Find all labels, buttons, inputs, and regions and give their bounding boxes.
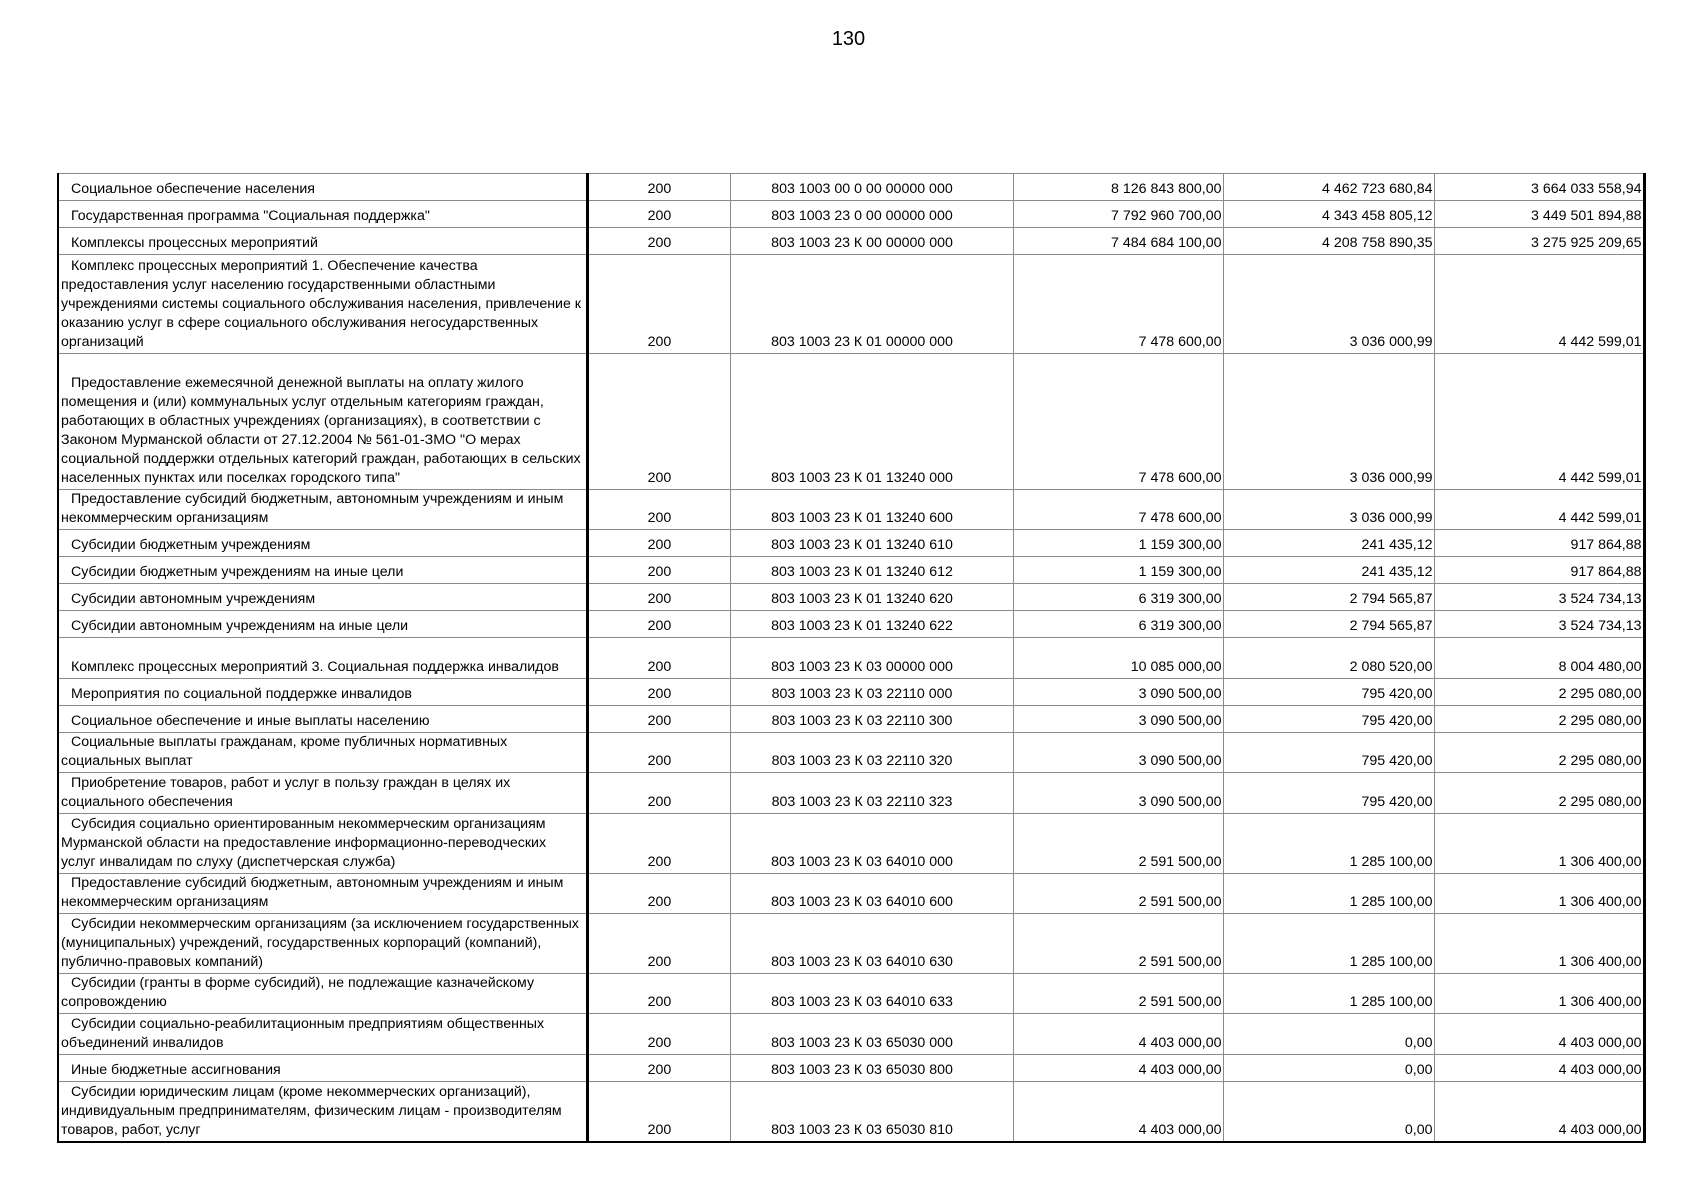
- row-name: [58, 874, 587, 914]
- row-line-code: 200: [587, 874, 730, 914]
- row-line-code: 200: [587, 914, 730, 974]
- row-executed-amount: 1 285 100,00: [1223, 974, 1434, 1014]
- row-line-code: 200: [587, 228, 730, 255]
- row-name: [58, 974, 587, 1014]
- row-approved-amount: 7 792 960 700,00: [1013, 201, 1223, 228]
- table-row: [58, 354, 1644, 490]
- row-unexecuted-amount: 1 306 400,00: [1434, 914, 1644, 974]
- row-name-text: Предоставление субсидий бюджетным, автономным учреждениям и иным некоммерческим организациям: [61, 875, 564, 910]
- row-budget-classification: 803 1003 23 К 03 65030 000: [730, 1014, 1013, 1055]
- row-approved-amount: 6 319 300,00: [1013, 584, 1223, 611]
- row-unexecuted-amount: 3 524 734,13: [1434, 584, 1644, 611]
- row-approved-amount: 10 085 000,00: [1013, 638, 1223, 679]
- table-row: [58, 679, 1644, 706]
- table-row: [58, 1014, 1644, 1055]
- budget-execution-table: [57, 173, 1646, 1143]
- row-line-code: 200: [587, 174, 730, 201]
- row-approved-amount: 3 090 500,00: [1013, 733, 1223, 773]
- row-name-text: Субсидии автономным учреждениям: [71, 591, 316, 607]
- page-number: 130: [831, 28, 866, 50]
- row-name: [58, 773, 587, 814]
- row-name-text: Субсидия социально ориентированным некоммерческим организациям Мурманской области на предоставление информационно-переводческих услуг инвалидам по слуху (диспетчерская служба): [61, 816, 547, 870]
- table-body: [58, 174, 1644, 1142]
- table-row: [58, 490, 1644, 530]
- row-approved-amount: 1 159 300,00: [1013, 557, 1223, 584]
- row-budget-classification: 803 1003 23 К 03 64010 630: [730, 914, 1013, 974]
- table-row: [58, 706, 1644, 733]
- table-row: [58, 814, 1644, 874]
- row-name-text: Приобретение товаров, работ и услуг в пользу граждан в целях их социального обеспечения: [61, 775, 511, 810]
- row-budget-classification: 803 1003 23 К 03 22110 323: [730, 773, 1013, 814]
- row-name-text: Социальные выплаты гражданам, кроме публичных нормативных социальных выплат: [61, 734, 508, 769]
- row-approved-amount: 1 159 300,00: [1013, 530, 1223, 557]
- row-approved-amount: 7 478 600,00: [1013, 354, 1223, 490]
- row-executed-amount: 1 285 100,00: [1223, 874, 1434, 914]
- row-executed-amount: 795 420,00: [1223, 773, 1434, 814]
- row-name: [58, 228, 587, 255]
- row-name: [58, 1055, 587, 1082]
- row-line-code: 200: [587, 530, 730, 557]
- row-unexecuted-amount: 4 442 599,01: [1434, 255, 1644, 354]
- row-executed-amount: 2 794 565,87: [1223, 611, 1434, 638]
- row-budget-classification: 803 1003 23 К 01 13240 000: [730, 354, 1013, 490]
- table-row: [58, 733, 1644, 773]
- row-name-text: Иные бюджетные ассигнования: [71, 1062, 281, 1078]
- row-line-code: 200: [587, 1014, 730, 1055]
- row-approved-amount: 3 090 500,00: [1013, 773, 1223, 814]
- row-unexecuted-amount: 2 295 080,00: [1434, 773, 1644, 814]
- row-name: [58, 733, 587, 773]
- row-approved-amount: 2 591 500,00: [1013, 814, 1223, 874]
- row-name: [58, 255, 587, 354]
- row-unexecuted-amount: 3 524 734,13: [1434, 611, 1644, 638]
- row-line-code: 200: [587, 1055, 730, 1082]
- row-name-text: Государственная программа "Социальная поддержка": [71, 208, 430, 224]
- table-row: [58, 914, 1644, 974]
- row-unexecuted-amount: 4 442 599,01: [1434, 490, 1644, 530]
- row-name-text: Социальное обеспечение населения: [71, 181, 315, 197]
- table-row: [58, 255, 1644, 354]
- row-budget-classification: 803 1003 23 К 01 13240 610: [730, 530, 1013, 557]
- row-approved-amount: 8 126 843 800,00: [1013, 174, 1223, 201]
- row-name-text: Субсидии (гранты в форме субсидий), не подлежащие казначейскому сопровождению: [61, 975, 535, 1010]
- row-name-text: Комплексы процессных мероприятий: [71, 235, 318, 251]
- row-executed-amount: 795 420,00: [1223, 733, 1434, 773]
- row-approved-amount: 7 478 600,00: [1013, 490, 1223, 530]
- row-executed-amount: 241 435,12: [1223, 530, 1434, 557]
- row-executed-amount: 3 036 000,99: [1223, 255, 1434, 354]
- row-budget-classification: 803 1003 23 К 03 22110 000: [730, 679, 1013, 706]
- row-unexecuted-amount: 3 275 925 209,65: [1434, 228, 1644, 255]
- table-row: [58, 874, 1644, 914]
- row-approved-amount: 4 403 000,00: [1013, 1082, 1223, 1142]
- row-name: [58, 1082, 587, 1142]
- row-approved-amount: 7 478 600,00: [1013, 255, 1223, 354]
- row-approved-amount: 2 591 500,00: [1013, 974, 1223, 1014]
- row-name-text: Комплекс процессных мероприятий 3. Социальная поддержка инвалидов: [71, 659, 559, 675]
- row-unexecuted-amount: 2 295 080,00: [1434, 733, 1644, 773]
- row-budget-classification: 803 1003 23 К 03 65030 810: [730, 1082, 1013, 1142]
- row-name: [58, 1014, 587, 1055]
- row-executed-amount: 3 036 000,99: [1223, 490, 1434, 530]
- row-line-code: 200: [587, 611, 730, 638]
- row-line-code: 200: [587, 974, 730, 1014]
- table-row: [58, 974, 1644, 1014]
- row-name: [58, 914, 587, 974]
- row-budget-classification: 803 1003 23 К 01 13240 612: [730, 557, 1013, 584]
- table-row: [58, 1082, 1644, 1142]
- row-line-code: 200: [587, 557, 730, 584]
- row-unexecuted-amount: 3 449 501 894,88: [1434, 201, 1644, 228]
- row-executed-amount: 2 794 565,87: [1223, 584, 1434, 611]
- row-name: [58, 706, 587, 733]
- row-budget-classification: 803 1003 23 К 03 22110 320: [730, 733, 1013, 773]
- table-row: [58, 530, 1644, 557]
- row-unexecuted-amount: 4 442 599,01: [1434, 354, 1644, 490]
- table-row: [58, 174, 1644, 201]
- row-approved-amount: 2 591 500,00: [1013, 914, 1223, 974]
- row-budget-classification: 803 1003 23 К 01 13240 620: [730, 584, 1013, 611]
- row-budget-classification: 803 1003 23 К 03 64010 633: [730, 974, 1013, 1014]
- table-row: [58, 228, 1644, 255]
- row-name-text: Субсидии социально-реабилитационным предприятиям общественных объединений инвалидов: [61, 1016, 545, 1051]
- row-line-code: 200: [587, 1082, 730, 1142]
- row-line-code: 200: [587, 255, 730, 354]
- row-unexecuted-amount: 4 403 000,00: [1434, 1014, 1644, 1055]
- table-row: [58, 638, 1644, 679]
- row-executed-amount: 795 420,00: [1223, 706, 1434, 733]
- row-budget-classification: 803 1003 23 К 01 00000 000: [730, 255, 1013, 354]
- row-name-text: Комплекс процессных мероприятий 1. Обеспечение качества предоставления услуг населению государственными областными учреждениями системы социального обслуживания населения, привлечение к оказанию услуг в сфере социального обслуживания негосударственных организаций: [61, 258, 582, 350]
- table-row: [58, 1055, 1644, 1082]
- row-approved-amount: 6 319 300,00: [1013, 611, 1223, 638]
- row-executed-amount: 0,00: [1223, 1014, 1434, 1055]
- row-name: [58, 679, 587, 706]
- row-name-text: Предоставление субсидий бюджетным, автономным учреждениям и иным некоммерческим организациям: [61, 491, 564, 526]
- row-name: [58, 201, 587, 228]
- row-name-text: Предоставление ежемесячной денежной выплаты на оплату жилого помещения и (или) коммунальных услуг отдельным категориям граждан, работающих в областных учреждениях (организациях), в соответствии с Законом Мурманской области от 27.12.2004 № 561-01-ЗМО "О мерах социальной поддержки отдельных категорий граждан, работающих в сельских населенных пунктах или поселках городского типа": [61, 375, 581, 486]
- row-line-code: 200: [587, 638, 730, 679]
- row-approved-amount: 4 403 000,00: [1013, 1055, 1223, 1082]
- row-unexecuted-amount: 1 306 400,00: [1434, 974, 1644, 1014]
- row-executed-amount: 4 208 758 890,35: [1223, 228, 1434, 255]
- row-budget-classification: 803 1003 00 0 00 00000 000: [730, 174, 1013, 201]
- row-name-text: Субсидии бюджетным учреждениям на иные цели: [71, 564, 404, 580]
- row-budget-classification: 803 1003 23 К 03 64010 000: [730, 814, 1013, 874]
- row-unexecuted-amount: 1 306 400,00: [1434, 814, 1644, 874]
- row-budget-classification: 803 1003 23 0 00 00000 000: [730, 201, 1013, 228]
- row-unexecuted-amount: 4 403 000,00: [1434, 1082, 1644, 1142]
- row-executed-amount: 4 462 723 680,84: [1223, 174, 1434, 201]
- row-executed-amount: 0,00: [1223, 1055, 1434, 1082]
- row-unexecuted-amount: 4 403 000,00: [1434, 1055, 1644, 1082]
- row-line-code: 200: [587, 490, 730, 530]
- row-budget-classification: 803 1003 23 К 03 65030 800: [730, 1055, 1013, 1082]
- row-budget-classification: 803 1003 23 К 00 00000 000: [730, 228, 1013, 255]
- row-name: [58, 174, 587, 201]
- row-name-text: Субсидии некоммерческим организациям (за исключением государственных (муниципальных) учреждений, государственных корпораций (компаний), публично-правовых компаний): [61, 916, 579, 970]
- row-line-code: 200: [587, 773, 730, 814]
- row-budget-classification: 803 1003 23 К 03 64010 600: [730, 874, 1013, 914]
- row-name-text: Социальное обеспечение и иные выплаты населению: [71, 713, 430, 729]
- row-name: [58, 530, 587, 557]
- row-name: [58, 638, 587, 679]
- row-budget-classification: 803 1003 23 К 01 13240 622: [730, 611, 1013, 638]
- row-name: [58, 354, 587, 490]
- row-name-text: Мероприятия по социальной поддержке инвалидов: [71, 686, 412, 702]
- row-unexecuted-amount: 3 664 033 558,94: [1434, 174, 1644, 201]
- table-row: [58, 611, 1644, 638]
- table-row: [58, 584, 1644, 611]
- row-name: [58, 611, 587, 638]
- row-unexecuted-amount: 2 295 080,00: [1434, 706, 1644, 733]
- row-executed-amount: 2 080 520,00: [1223, 638, 1434, 679]
- row-line-code: 200: [587, 584, 730, 611]
- row-executed-amount: 1 285 100,00: [1223, 914, 1434, 974]
- row-budget-classification: 803 1003 23 К 01 13240 600: [730, 490, 1013, 530]
- row-name-text: Субсидии автономным учреждениям на иные цели: [71, 618, 409, 634]
- row-unexecuted-amount: 917 864,88: [1434, 557, 1644, 584]
- row-executed-amount: 0,00: [1223, 1082, 1434, 1142]
- row-budget-classification: 803 1003 23 К 03 00000 000: [730, 638, 1013, 679]
- row-approved-amount: 3 090 500,00: [1013, 706, 1223, 733]
- row-executed-amount: 4 343 458 805,12: [1223, 201, 1434, 228]
- row-line-code: 200: [587, 354, 730, 490]
- row-name: [58, 814, 587, 874]
- row-budget-classification: 803 1003 23 К 03 22110 300: [730, 706, 1013, 733]
- row-executed-amount: 795 420,00: [1223, 679, 1434, 706]
- row-approved-amount: 7 484 684 100,00: [1013, 228, 1223, 255]
- row-line-code: 200: [587, 706, 730, 733]
- row-name: [58, 557, 587, 584]
- row-executed-amount: 1 285 100,00: [1223, 814, 1434, 874]
- row-line-code: 200: [587, 679, 730, 706]
- table-row: [58, 773, 1644, 814]
- row-name: [58, 490, 587, 530]
- table-row: [58, 201, 1644, 228]
- row-approved-amount: 2 591 500,00: [1013, 874, 1223, 914]
- row-line-code: 200: [587, 201, 730, 228]
- row-executed-amount: 241 435,12: [1223, 557, 1434, 584]
- row-name: [58, 584, 587, 611]
- row-unexecuted-amount: 917 864,88: [1434, 530, 1644, 557]
- row-name-text: Субсидии бюджетным учреждениям: [71, 537, 311, 553]
- row-unexecuted-amount: 1 306 400,00: [1434, 874, 1644, 914]
- table-row: [58, 557, 1644, 584]
- row-name-text: Субсидии юридическим лицам (кроме некоммерческих организаций), индивидуальным предпринимателям, физическим лицам - производителям товаров, работ, услуг: [61, 1083, 562, 1138]
- row-approved-amount: 4 403 000,00: [1013, 1014, 1223, 1055]
- row-unexecuted-amount: 8 004 480,00: [1434, 638, 1644, 679]
- row-approved-amount: 3 090 500,00: [1013, 679, 1223, 706]
- row-line-code: 200: [587, 733, 730, 773]
- row-unexecuted-amount: 2 295 080,00: [1434, 679, 1644, 706]
- row-executed-amount: 3 036 000,99: [1223, 354, 1434, 490]
- row-line-code: 200: [587, 814, 730, 874]
